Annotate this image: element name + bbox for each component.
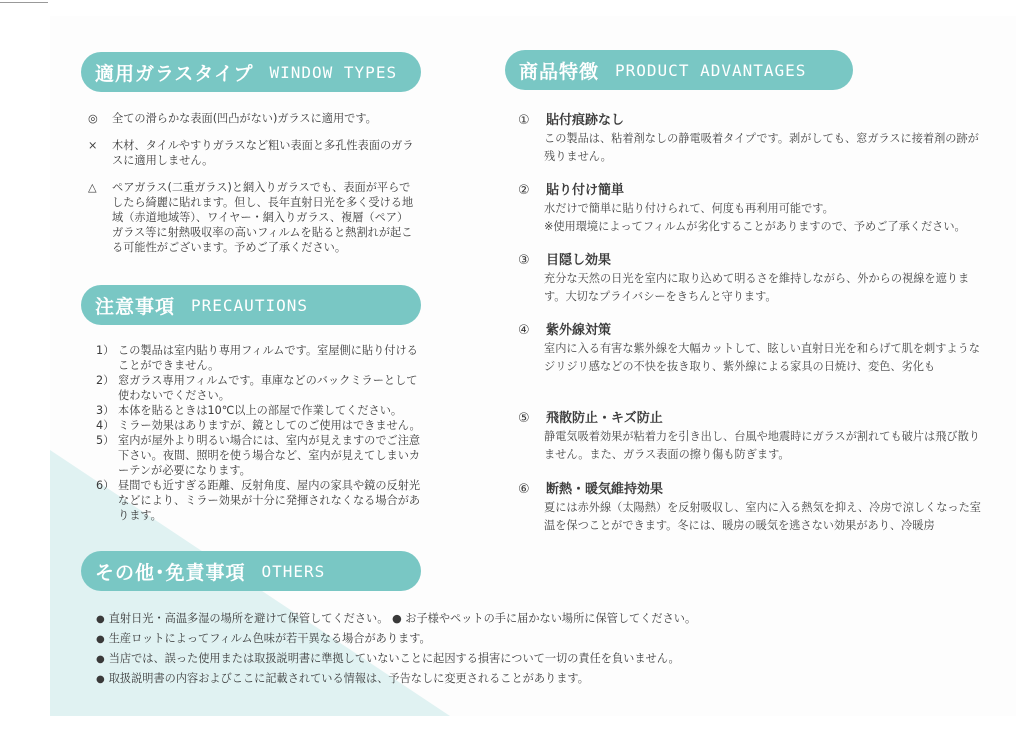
advantage-title: 目隠し効果	[546, 253, 612, 268]
list-item	[88, 138, 418, 168]
circled-number: ④	[518, 323, 530, 338]
item-number: 2）	[96, 374, 115, 387]
advantage-title: 貼付痕跡なし	[546, 113, 625, 128]
advantage-desc: 室内に入る有害な紫外線を大幅カットして、眩しい直射日光を和らげて肌を刺すようなジリジリ感などの不快を抜き取り、紫外線による家具の日焼け、変色、劣化も	[544, 342, 980, 373]
circled-number: ⑤	[518, 411, 530, 426]
bullet-icon: ●	[96, 614, 105, 625]
advantage-desc: この製品は、粘着剤なしの静電吸着タイプです。剥がしても、窓ガラスに接着剤の跡が残りません。	[544, 132, 979, 163]
bullet-icon: ●	[96, 634, 105, 645]
circled-number: ②	[518, 183, 530, 198]
precautions-list	[96, 343, 422, 523]
list-item	[96, 629, 816, 649]
advantage-desc: 夏には赤外線（太陽熱）を反射吸収し、室内に入る熱気を抑え、冷房で涼しくなった室温を保つことができます。冬には、暖房の暖気を逃さない効果があり、冷暖房	[544, 501, 981, 532]
window-types-header	[81, 52, 421, 92]
advantage-item	[518, 252, 988, 306]
advantage-desc: 水だけで簡単に貼り付けられて、何度も再利用可能です。 ※使用環境によってフィルムが劣化することがありますので、予めご了承ください。	[544, 202, 966, 233]
advantage-item	[518, 481, 988, 535]
item-number: 5）	[96, 434, 115, 447]
list-item	[96, 343, 422, 373]
others-title-jp: その他･免責事項	[95, 561, 246, 584]
list-item	[88, 180, 418, 255]
others-header	[81, 551, 421, 591]
window-types-list	[88, 111, 418, 267]
bullet-icon: ●	[96, 654, 105, 665]
list-item	[96, 478, 422, 523]
double-circle-icon: ◎	[88, 112, 98, 125]
others-title-en: OTHERS	[261, 561, 326, 581]
advantage-title: 飛散防止・キズ防止	[546, 411, 663, 426]
triangle-icon: △	[88, 181, 97, 194]
list-item-text: ペアガラス(二重ガラス)と網入りガラスでも、表面が平らでしたら綺麗に貼れます。但し、長年直射日光を多く受ける地域（赤道地域等）、ワイヤー・網入りガラス、複層（ペア）ガラス等に射熱吸収率の高いフィルムを貼ると熱割れが起こる可能性がございます。予めご了承ください。	[112, 181, 414, 254]
list-item-text: 当店では、誤った使用または取扱説明書に準拠していないことに起因する損害について一切の責任を負いません。	[108, 652, 680, 665]
advantage-item	[518, 322, 988, 376]
advantage-title: 貼り付け簡単	[546, 183, 625, 198]
window-types-title-en: WINDOW TYPES	[269, 62, 398, 82]
circled-number: ①	[518, 113, 530, 128]
precautions-title-en: PRECAUTIONS	[191, 295, 308, 315]
advantage-title: 紫外線対策	[546, 323, 612, 338]
item-number: 4）	[96, 419, 115, 432]
advantage-desc: 充分な天然の日光を室内に取り込めて明るさを維持しながら、外からの視線を遮ります。大切なプライバシーをきちんと守ります。	[544, 272, 970, 303]
corner-line	[0, 2, 48, 3]
item-number: 1）	[96, 344, 115, 357]
precautions-header	[81, 285, 421, 325]
advantage-item	[518, 112, 988, 166]
advantage-item	[518, 182, 988, 236]
list-item-text: 室内が屋外より明るい場合には、室内が見えますのでご注意下さい。夜間、照明を使う場合など、室内が見えてしまいカーテンが必要になります。	[118, 434, 421, 477]
advantages-header	[505, 50, 853, 90]
list-item-text: 本体を貼るときは10℃以上の部屋で作業してください。	[118, 404, 403, 417]
list-item-text: 直射日光・高温多湿の場所を避けて保管してください。 ● お子様やペットの手に届かない場所に保管してください。	[108, 612, 697, 625]
list-item-text: 木材、タイルやすりガラスなど粗い表面と多孔性表面のガラスに適用しません。	[112, 139, 414, 167]
list-item-text: この製品は室内貼り専用フィルムです。室屋側に貼り付けることができません。	[118, 344, 418, 372]
advantages-title-en: PRODUCT ADVANTAGES	[615, 60, 807, 80]
list-item	[96, 373, 422, 403]
window-types-title-jp: 適用ガラスタイプ	[95, 62, 254, 85]
advantage-title: 断熱・暖気維持効果	[546, 482, 664, 497]
advantage-item	[518, 410, 988, 464]
list-item-text: 昼間でも近すぎる距離、反射角度、屋内の家具や鏡の反射光などにより、ミラー効果が十分に発揮されなくなる場合があります。	[118, 479, 421, 522]
list-item	[96, 433, 422, 478]
others-list	[96, 609, 816, 689]
circled-number: ⑥	[518, 482, 530, 497]
list-item-text: ミラー効果はありますが、鏡としてのご使用はできません。	[118, 419, 421, 432]
precautions-title-jp: 注意事項	[95, 295, 176, 318]
cross-icon: ×	[88, 139, 98, 152]
list-item-text: 取扱説明書の内容およびここに記載されている情報は、予告なしに変更されることがあります。	[108, 672, 589, 685]
circled-number: ③	[518, 253, 530, 268]
list-item	[96, 669, 816, 689]
item-number: 6）	[96, 479, 115, 492]
list-item	[96, 418, 422, 433]
item-number: 3）	[96, 404, 115, 417]
list-item-text: 全ての滑らかな表面(凹凸がない)ガラスに適用です。	[112, 112, 377, 125]
list-item	[88, 111, 418, 126]
list-item	[96, 649, 816, 669]
list-item	[96, 609, 816, 629]
list-item	[96, 403, 422, 418]
bullet-icon: ●	[96, 674, 105, 685]
list-item-text: 生産ロットによってフィルム色味が若干異なる場合があります。	[108, 632, 431, 645]
advantages-title-jp: 商品特徴	[519, 60, 600, 83]
list-item-text: 窓ガラス専用フィルムです。車庫などのバックミラーとして使わないでください。	[118, 374, 418, 402]
advantage-desc: 静電気吸着効果が粘着力を引き出し、台風や地震時にガラスが割れても破片は飛び散りません。また、ガラス表面の擦り傷も防ぎます。	[544, 430, 980, 461]
